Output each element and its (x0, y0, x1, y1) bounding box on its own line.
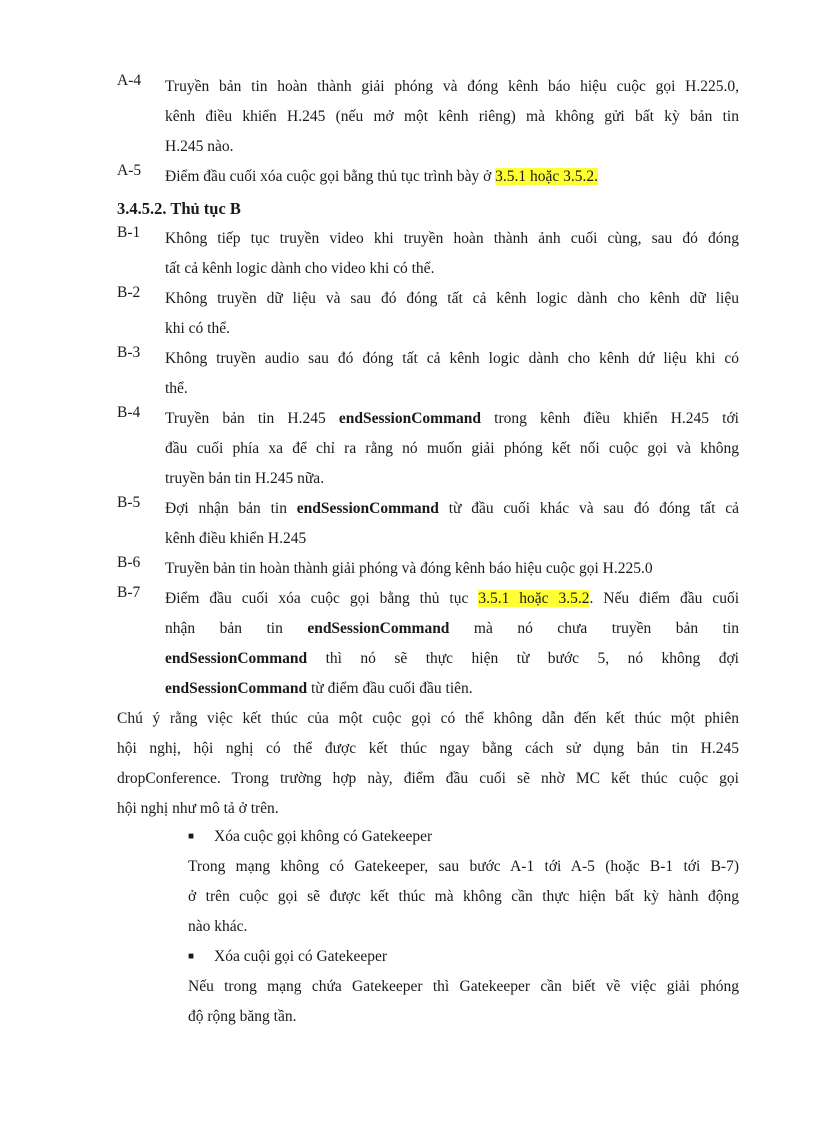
text-line: tất cả kênh logic dành cho video khi có thể. (165, 260, 435, 277)
step-label: B-1 (117, 224, 141, 241)
command-name: endSessionCommand (338, 410, 481, 427)
step-text (165, 162, 739, 192)
step-text (165, 554, 739, 584)
bullet-item (188, 822, 739, 852)
step-label: B-5 (117, 494, 141, 511)
step-b4 (117, 404, 739, 494)
text-segment: từ đầu cuối khác và sau đó đóng tất cả (438, 500, 739, 517)
command-name: endSessionCommand (165, 650, 308, 667)
step-text (165, 344, 739, 404)
text-line: Nếu trong mạng chứa Gatekeeper thì Gatekeeper cần biết về việc giải phóng (188, 978, 739, 995)
text-line: Truyền bản tin hoàn thành giải phóng và đóng kênh báo hiệu cuộc gọi H.225.0, (165, 78, 739, 95)
step-text (165, 494, 739, 554)
text-line: H.245 nào. (165, 138, 234, 155)
command-name: endSessionCommand (307, 620, 450, 637)
text-line: độ rộng băng tần. (188, 1008, 297, 1025)
step-text (165, 584, 739, 704)
section-reference-highlight: 3.5.1 hoặc 3.5.2. (495, 168, 599, 185)
step-b3 (117, 344, 739, 404)
text-line: Không truyền audio sau đó đóng tất cả kênh logic dành cho kênh dứ liệu khi có (165, 350, 739, 367)
step-b6 (117, 554, 739, 584)
text-segment: trong kênh điều khiển H.245 tới (481, 410, 739, 427)
step-a4 (117, 72, 739, 162)
step-label: A-4 (117, 72, 142, 89)
text-line: kênh điều khiển H.245 (165, 530, 307, 547)
step-label: B-6 (117, 554, 141, 571)
text-line: hội nghị, hội nghị có thể được kết thúc ngay bằng cách sử dụng bản tin H.245 (117, 740, 739, 757)
square-bullet-icon: ■ (188, 951, 195, 962)
text-line: dropConference. Trong trường hợp này, điểm đầu cuối sẽ nhờ MC kết thúc cuộc gọi (117, 770, 739, 787)
section-heading: 3.4.5.2. Thủ tục B (117, 199, 241, 218)
bullet-paragraph (188, 972, 739, 1032)
step-text (165, 224, 739, 284)
step-b1 (117, 224, 739, 284)
step-text (165, 72, 739, 162)
text-segment: Điểm đầu cuối xóa cuộc gọi bằng thủ tục (165, 590, 479, 607)
text-line: nào khác. (188, 918, 248, 935)
step-b2 (117, 284, 739, 344)
step-label: A-5 (117, 162, 142, 179)
text-line: đầu cuối phía xa để chỉ ra rằng nó muốn giải phóng kết nối cuộc gọi và không (165, 440, 739, 457)
text-line: thể. (165, 380, 188, 397)
bullet-title: Xóa cuộc gọi không có Gatekeeper (214, 828, 433, 845)
text-line: Trong mạng không có Gatekeeper, sau bước A-1 tới A-5 (hoặc B-1 tới B-7) (188, 858, 739, 875)
text-line (165, 584, 739, 614)
step-text (165, 404, 739, 494)
text-line: Không truyền dữ liệu và sau đó đóng tất cả kênh logic dành cho kênh dữ liệu (165, 290, 739, 307)
text-segment: Đợi nhận bản tin (165, 500, 297, 517)
command-name: endSessionCommand (296, 500, 439, 517)
bullet-paragraph (188, 852, 739, 942)
text-line: ở trên cuộc gọi sẽ được kết thúc mà không cần thực hiện bất kỳ hành động (188, 888, 739, 905)
text-line: truyền bản tin H.245 nữa. (165, 470, 325, 487)
square-bullet-icon: ■ (188, 831, 195, 842)
step-b7 (117, 584, 739, 704)
text-line: Không tiếp tục truyền video khi truyền hoàn thành ảnh cuối cùng, sau đó đóng (165, 230, 739, 247)
step-label: B-7 (117, 584, 141, 601)
text-line (165, 644, 739, 674)
text-line: hội nghị như mô tả ở trên. (117, 800, 279, 817)
step-text (165, 284, 739, 344)
text-segment: từ điểm đầu cuối đầu tiên. (307, 680, 473, 697)
bullet-item (188, 942, 739, 972)
bullet-title: Xóa cuội gọi có Gatekeeper (214, 948, 388, 965)
command-name: endSessionCommand (165, 680, 308, 697)
step-b5 (117, 494, 739, 554)
text-segment: Truyền bản tin H.245 (165, 410, 339, 427)
text-line: khi có thể. (165, 320, 230, 337)
text-segment: mà nó chưa truyền bản tin (449, 620, 739, 637)
step-a5 (117, 162, 739, 192)
text-segment: . Nếu điểm đầu cuối (589, 590, 739, 607)
text-line (165, 494, 739, 524)
text-line (165, 614, 739, 644)
step-label: B-3 (117, 344, 141, 361)
step-label: B-2 (117, 284, 141, 301)
note-paragraph (117, 704, 739, 824)
text-line (165, 404, 739, 434)
text-segment: Điểm đầu cuối xóa cuộc gọi bằng thủ tục trình bày ở (165, 168, 496, 185)
text-line: Chú ý rằng việc kết thúc của một cuộc gọi có thể không dẫn đến kết thúc một phiên (117, 710, 739, 727)
text-line (165, 162, 739, 192)
step-label: B-4 (117, 404, 141, 421)
text-line: Truyền bản tin hoàn thành giải phóng và đóng kênh báo hiệu cuộc gọi H.225.0 (165, 560, 653, 577)
text-line (165, 674, 739, 704)
text-segment: nhận bản tin (165, 620, 308, 637)
text-segment: thì nó sẽ thực hiện từ bước 5, nó không đợi (307, 650, 739, 667)
section-reference-highlight: 3.5.1 hoặc 3.5.2 (478, 590, 590, 607)
text-line: kênh điều khiển H.245 (nếu mở một kênh riêng) mà không gửi bất kỳ bản tin (165, 108, 739, 125)
